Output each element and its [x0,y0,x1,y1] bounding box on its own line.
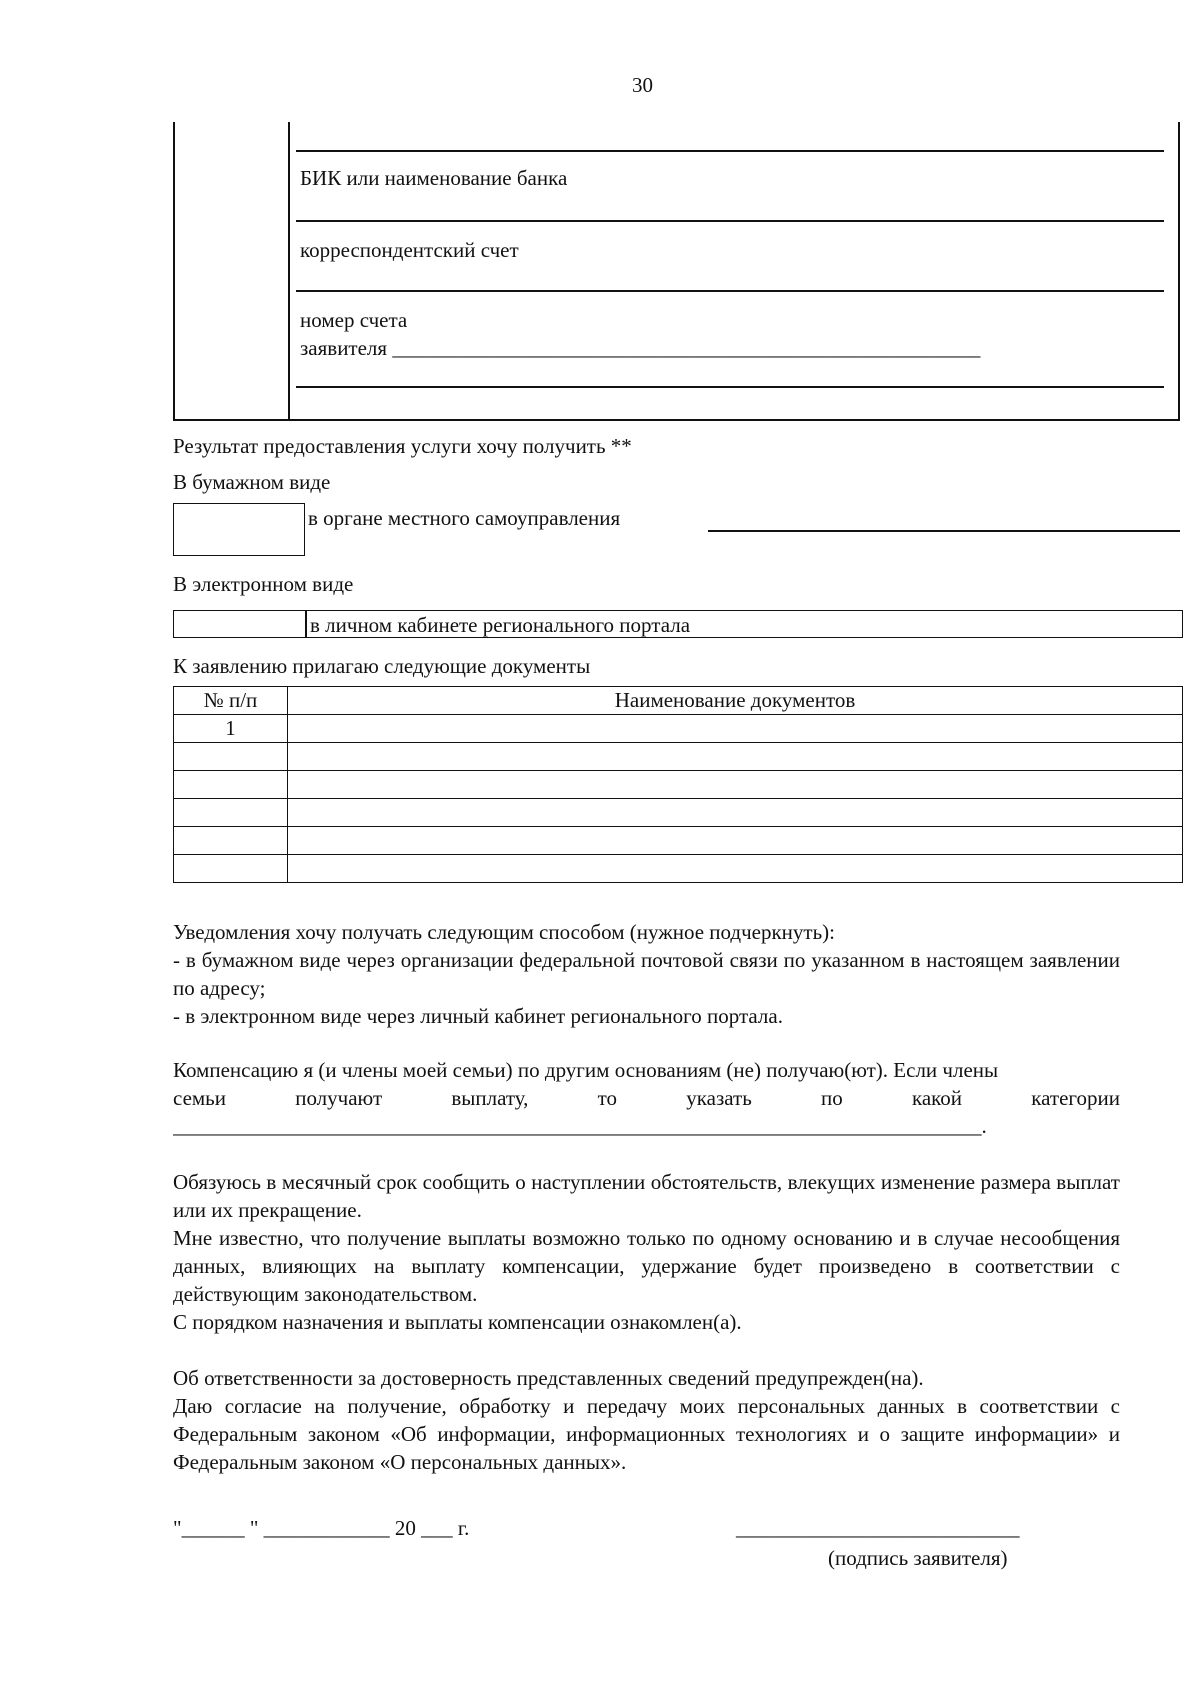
responsibility-p2: Даю согласие на получение, обработку и передачу моих персональных данных в соответствии с Федеральным законом «Об информации, информационных технологиях и о защите информации» и Федеральным законом «О персональных данных». [173,1394,1120,1474]
electronic-heading: В электронном виде [173,572,354,596]
electronic-option-row [173,610,1183,638]
row-name-cell[interactable] [288,827,1183,855]
result-heading: Результат предоставления услуги хочу получить ** [173,434,632,458]
row-number-cell: 1 [174,715,288,743]
table-row [174,799,1183,827]
responsibility-p1: Об ответственности за достоверность представленных сведений предупрежден(на). [173,1366,924,1390]
notifications-line3: - в электронном виде через личный кабинет регионального портала. [173,1004,783,1028]
row-name-cell[interactable] [288,799,1183,827]
bank-line-2 [296,220,1164,222]
obligations-p2: Мне известно, что получение выплаты возможно только по одному основанию и в случае несообщения данных, влияющих на выплату компенсации, удержание будет произведено в соответствии с действующим законодательством. [173,1226,1120,1306]
bank-box-divider [288,122,290,419]
row-name-cell[interactable] [288,743,1183,771]
electronic-option-divider [305,611,307,637]
table-row [174,827,1183,855]
paper-option-checkbox[interactable] [173,503,305,556]
table-row [174,855,1183,883]
date-line[interactable]: "______ " ____________ 20 ___ г. [173,1516,470,1540]
paper-option-label: в органе местного самоуправления [308,506,621,530]
bank-line-1 [296,150,1164,152]
row-number-cell [174,799,288,827]
compensation-line1: Компенсацию я (и члены моей семьи) по другим основаниям (не) получаю(ют). Если члены [173,1058,999,1082]
signature-line[interactable]: ___________________________ [736,1516,1020,1540]
row-name-cell[interactable] [288,771,1183,799]
obligations-p3: С порядком назначения и выплаты компенсации ознакомлен(а). [173,1310,742,1334]
compensation-line2: семьи получают выплату, то указать по какой категории [173,1086,1120,1110]
electronic-option-checkbox[interactable] [174,611,305,637]
documents-heading: К заявлению прилагаю следующие документы [173,654,591,678]
table-row [174,771,1183,799]
compensation-block [173,1056,1120,1140]
table-header-row [174,687,1183,715]
table-row [174,715,1183,743]
notifications-block [173,918,1120,1030]
obligations-p1: Обязуюсь в месячный срок сообщить о наступлении обстоятельств, влекущих изменение размера выплат или их прекращение. [173,1170,1120,1222]
paper-heading: В бумажном виде [173,470,331,494]
obligations-block [173,1168,1120,1336]
compensation-line3: _____________________________________________________________________________. [173,1114,987,1138]
electronic-option-label: в личном кабинете регионального портала [310,613,691,637]
row-number-cell [174,743,288,771]
page-number: 30 [632,73,653,97]
account-label-line2: заявителя ________________________________________________________ [300,336,981,360]
responsibility-block [173,1364,1120,1476]
row-name-cell[interactable] [288,715,1183,743]
signature-caption: (подпись заявителя) [828,1546,1008,1570]
col-name-header: Наименование документов [288,687,1183,715]
corr-account-label: корреспондентский счет [300,238,519,262]
documents-table [173,686,1183,883]
table-row [174,743,1183,771]
account-label-line1: номер счета [300,308,408,332]
bik-label: БИК или наименование банка [300,166,568,190]
row-number-cell [174,771,288,799]
col-number-header: № п/п [174,687,288,715]
paper-option-fill-line [708,530,1180,532]
bank-line-3 [296,290,1164,292]
notifications-line2: - в бумажном виде через организации федеральной почтовой связи по указанном в настоящем заявлении по адресу; [173,948,1120,1000]
notifications-line1: Уведомления хочу получать следующим способом (нужное подчеркнуть): [173,920,835,944]
row-name-cell[interactable] [288,855,1183,883]
bank-line-4 [296,386,1164,388]
row-number-cell [174,827,288,855]
row-number-cell [174,855,288,883]
